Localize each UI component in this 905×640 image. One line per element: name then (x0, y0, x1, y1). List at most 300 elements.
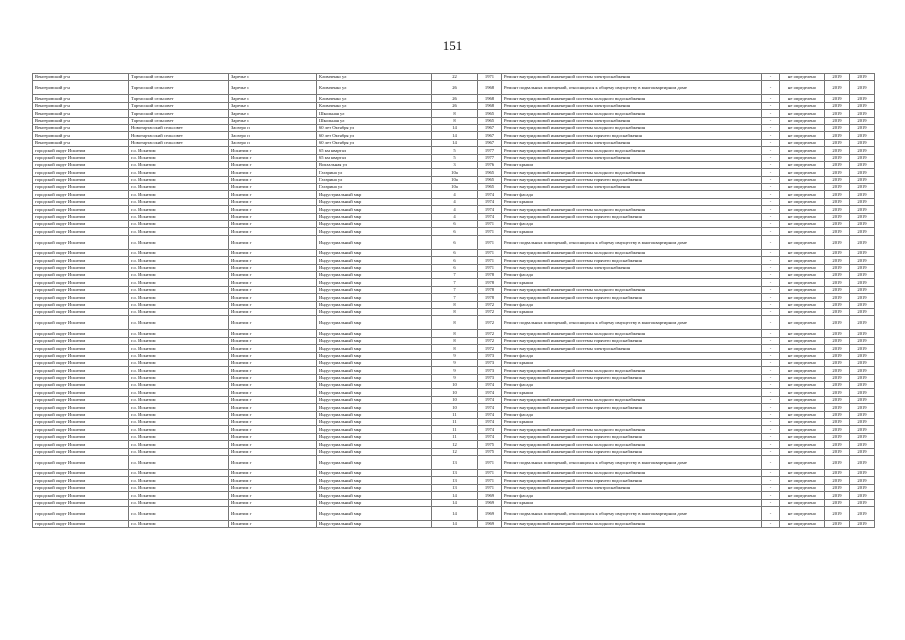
work-type-cell: Ремонт фасада (502, 191, 762, 198)
district-cell: городской округ Искитим (33, 184, 129, 191)
cost-cell: не определено (780, 102, 825, 109)
start-year-cell: 2019 (825, 132, 850, 139)
start-year-cell: 2019 (825, 257, 850, 264)
street-cell: Индустриальный мкр (317, 419, 432, 426)
dash-cell: - (762, 221, 780, 228)
end-year-cell: 2019 (850, 184, 875, 191)
district-cell: городской округ Искитим (33, 235, 129, 249)
start-year-cell: 2019 (825, 374, 850, 381)
table-row (33, 161, 875, 168)
table-row (33, 330, 875, 337)
table-row (33, 286, 875, 293)
end-year-cell: 2019 (850, 213, 875, 220)
dash-cell: - (762, 367, 780, 374)
house-number-cell: 7 (432, 279, 478, 286)
settlement-cell: Искитим г (229, 345, 317, 352)
street-cell: Индустриальный мкр (317, 316, 432, 330)
work-type-cell: Ремонт внутридомовой инженерной системы холодного водоснабжения (502, 95, 762, 102)
street-cell: Индустриальный мкр (317, 249, 432, 256)
work-type-cell: Ремонт внутридомовой инженерной системы горячего водоснабжения (502, 448, 762, 455)
district-cell: Венгеровский р-н (33, 132, 129, 139)
street-cell: Индустриальный мкр (317, 469, 432, 476)
start-year-cell: 2019 (825, 235, 850, 249)
page-number: 151 (442, 38, 463, 53)
work-type-cell: Ремонт фасада (502, 411, 762, 418)
table-row (33, 426, 875, 433)
house-number-cell: 6 (432, 235, 478, 249)
house-number-cell: 11 (432, 419, 478, 426)
start-year-cell: 2019 (825, 520, 850, 527)
work-type-cell: Ремонт внутридомовой инженерной системы холодного водоснабжения (502, 206, 762, 213)
settlement-cell: Заречье с (229, 117, 317, 124)
table-row (33, 469, 875, 476)
table-row (33, 499, 875, 506)
table-row (33, 191, 875, 198)
district-cell: городской округ Искитим (33, 506, 129, 520)
municipality-cell: Новотартасский сельсовет (129, 139, 229, 146)
end-year-cell: 2019 (850, 477, 875, 484)
district-cell: городской округ Искитим (33, 484, 129, 491)
district-cell: городской округ Искитим (33, 176, 129, 183)
district-cell: Венгеровский р-н (33, 81, 129, 95)
settlement-cell: Искитим г (229, 191, 317, 198)
build-year-cell: 1974 (478, 206, 502, 213)
work-type-cell: Ремонт фасада (502, 301, 762, 308)
work-type-cell: Ремонт внутридомовой инженерной системы холодного водоснабжения (502, 147, 762, 154)
work-type-cell: Ремонт подвальных помещений, относящихся к общему имуществу в многоквартирном доме (502, 235, 762, 249)
work-type-cell: Ремонт внутридомовой инженерной системы горячего водоснабжения (502, 337, 762, 344)
settlement-cell: Искитим г (229, 198, 317, 205)
work-type-cell: Ремонт внутридомовой инженерной системы горячего водоснабжения (502, 176, 762, 183)
municipality-cell: г.о. Искитим (129, 301, 229, 308)
work-type-cell: Ремонт внутридомовой инженерной системы электроснабжения (502, 484, 762, 491)
street-cell: Индустриальный мкр (317, 330, 432, 337)
start-year-cell: 2019 (825, 74, 850, 81)
municipality-cell: г.о. Искитим (129, 359, 229, 366)
municipality-cell: г.о. Искитим (129, 228, 229, 235)
start-year-cell: 2019 (825, 95, 850, 102)
house-number-cell: 9 (432, 352, 478, 359)
street-cell: Индустриальный мкр (317, 441, 432, 448)
work-type-cell: Ремонт внутридомовой инженерной системы холодного водоснабжения (502, 286, 762, 293)
district-cell: городской округ Искитим (33, 520, 129, 527)
dash-cell: - (762, 110, 780, 117)
street-cell: 65 км квартал (317, 147, 432, 154)
settlement-cell: Искитим г (229, 147, 317, 154)
end-year-cell: 2019 (850, 271, 875, 278)
street-cell: Климченко ул (317, 74, 432, 81)
house-number-cell: 14 (432, 139, 478, 146)
municipality-cell: г.о. Искитим (129, 206, 229, 213)
settlement-cell: Искитим г (229, 484, 317, 491)
dash-cell: - (762, 484, 780, 491)
build-year-cell: 1965 (478, 184, 502, 191)
municipality-cell: г.о. Искитим (129, 484, 229, 491)
district-cell: городской округ Искитим (33, 469, 129, 476)
end-year-cell: 2019 (850, 139, 875, 146)
works-table-body (33, 74, 875, 528)
start-year-cell: 2019 (825, 419, 850, 426)
end-year-cell: 2019 (850, 294, 875, 301)
cost-cell: не определено (780, 176, 825, 183)
municipality-cell: г.о. Искитим (129, 404, 229, 411)
settlement-cell: Искитим г (229, 271, 317, 278)
work-type-cell: Ремонт крыши (502, 389, 762, 396)
build-year-cell: 1973 (478, 374, 502, 381)
house-number-cell: 8 (432, 337, 478, 344)
street-cell: Индустриальный мкр (317, 301, 432, 308)
build-year-cell: 1965 (478, 117, 502, 124)
district-cell: городской округ Искитим (33, 198, 129, 205)
build-year-cell: 1969 (478, 506, 502, 520)
start-year-cell: 2019 (825, 271, 850, 278)
build-year-cell: 1971 (478, 469, 502, 476)
table-row (33, 477, 875, 484)
municipality-cell: Новотартасский сельсовет (129, 124, 229, 131)
street-cell: Индустриальный мкр (317, 337, 432, 344)
table-row (33, 433, 875, 440)
build-year-cell: 1965 (478, 110, 502, 117)
dash-cell: - (762, 191, 780, 198)
end-year-cell: 2019 (850, 506, 875, 520)
start-year-cell: 2019 (825, 492, 850, 499)
work-type-cell: Ремонт внутридомовой инженерной системы электроснабжения (502, 154, 762, 161)
cost-cell: не определено (780, 367, 825, 374)
table-row (33, 147, 875, 154)
dash-cell: - (762, 455, 780, 469)
street-cell: Индустриальный мкр (317, 404, 432, 411)
street-cell: Индустриальный мкр (317, 206, 432, 213)
settlement-cell: Искитим г (229, 411, 317, 418)
build-year-cell: 1971 (478, 249, 502, 256)
street-cell: Индустриальный мкр (317, 235, 432, 249)
street-cell: 65 км квартал (317, 154, 432, 161)
district-cell: городской округ Искитим (33, 271, 129, 278)
cost-cell: не определено (780, 520, 825, 527)
start-year-cell: 2019 (825, 337, 850, 344)
district-cell: городской округ Искитим (33, 206, 129, 213)
end-year-cell: 2019 (850, 235, 875, 249)
settlement-cell: Заозеро п (229, 139, 317, 146)
work-type-cell: Ремонт внутридомовой инженерной системы горячего водоснабжения (502, 433, 762, 440)
end-year-cell: 2019 (850, 455, 875, 469)
street-cell: 60 лет Октября ул (317, 124, 432, 131)
district-cell: городской округ Искитим (33, 345, 129, 352)
dash-cell: - (762, 316, 780, 330)
start-year-cell: 2019 (825, 294, 850, 301)
municipality-cell: г.о. Искитим (129, 352, 229, 359)
district-cell: городской округ Искитим (33, 147, 129, 154)
settlement-cell: Искитим г (229, 279, 317, 286)
district-cell: городской округ Искитим (33, 404, 129, 411)
end-year-cell: 2019 (850, 132, 875, 139)
cost-cell: не определено (780, 264, 825, 271)
dash-cell: - (762, 228, 780, 235)
street-cell: Индустриальный мкр (317, 484, 432, 491)
work-type-cell: Ремонт внутридомовой инженерной системы холодного водоснабжения (502, 441, 762, 448)
dash-cell: - (762, 184, 780, 191)
cost-cell: не определено (780, 228, 825, 235)
house-number-cell: 10 (432, 389, 478, 396)
build-year-cell: 1973 (478, 359, 502, 366)
start-year-cell: 2019 (825, 301, 850, 308)
municipality-cell: г.о. Искитим (129, 169, 229, 176)
work-type-cell: Ремонт крыши (502, 198, 762, 205)
district-cell: городской округ Искитим (33, 359, 129, 366)
dash-cell: - (762, 286, 780, 293)
district-cell: городской округ Искитим (33, 213, 129, 220)
house-number-cell: 7 (432, 286, 478, 293)
end-year-cell: 2019 (850, 520, 875, 527)
build-year-cell: 1969 (478, 492, 502, 499)
build-year-cell: 1972 (478, 345, 502, 352)
house-number-cell: 13 (432, 455, 478, 469)
dash-cell: - (762, 345, 780, 352)
table-row (33, 441, 875, 448)
cost-cell: не определено (780, 154, 825, 161)
municipality-cell: г.о. Искитим (129, 345, 229, 352)
street-cell: Индустриальный мкр (317, 257, 432, 264)
build-year-cell: 1968 (478, 81, 502, 95)
table-row (33, 228, 875, 235)
district-cell: городской округ Искитим (33, 337, 129, 344)
dash-cell: - (762, 308, 780, 315)
district-cell: городской округ Искитим (33, 221, 129, 228)
house-number-cell: 11 (432, 433, 478, 440)
dash-cell: - (762, 132, 780, 139)
cost-cell: не определено (780, 95, 825, 102)
cost-cell: не определено (780, 249, 825, 256)
build-year-cell: 1976 (478, 161, 502, 168)
street-cell: Индустриальный мкр (317, 389, 432, 396)
street-cell: Гагарина ул (317, 184, 432, 191)
dash-cell: - (762, 477, 780, 484)
table-row (33, 132, 875, 139)
cost-cell: не определено (780, 191, 825, 198)
cost-cell: не определено (780, 345, 825, 352)
cost-cell: не определено (780, 441, 825, 448)
municipality-cell: г.о. Искитим (129, 308, 229, 315)
settlement-cell: Искитим г (229, 257, 317, 264)
settlement-cell: Искитим г (229, 359, 317, 366)
work-type-cell: Ремонт внутридомовой инженерной системы холодного водоснабжения (502, 367, 762, 374)
district-cell: городской округ Искитим (33, 228, 129, 235)
street-cell: Индустриальный мкр (317, 433, 432, 440)
cost-cell: не определено (780, 110, 825, 117)
district-cell: городской округ Искитим (33, 499, 129, 506)
settlement-cell: Искитим г (229, 228, 317, 235)
start-year-cell: 2019 (825, 441, 850, 448)
cost-cell: не определено (780, 74, 825, 81)
municipality-cell: г.о. Искитим (129, 249, 229, 256)
district-cell: городской округ Искитим (33, 374, 129, 381)
cost-cell: не определено (780, 359, 825, 366)
cost-cell: не определено (780, 279, 825, 286)
start-year-cell: 2019 (825, 469, 850, 476)
settlement-cell: Искитим г (229, 235, 317, 249)
start-year-cell: 2019 (825, 330, 850, 337)
municipality-cell: Тартасский сельсовет (129, 81, 229, 95)
municipality-cell: г.о. Искитим (129, 176, 229, 183)
start-year-cell: 2019 (825, 382, 850, 389)
build-year-cell: 1965 (478, 169, 502, 176)
dash-cell: - (762, 330, 780, 337)
municipality-cell: г.о. Искитим (129, 441, 229, 448)
house-number-cell: 6 (432, 228, 478, 235)
build-year-cell: 1972 (478, 337, 502, 344)
table-row (33, 484, 875, 491)
district-cell: Венгеровский р-н (33, 110, 129, 117)
work-type-cell: Ремонт подвальных помещений, относящихся к общему имуществу в многоквартирном доме (502, 81, 762, 95)
street-cell: Индустриальный мкр (317, 264, 432, 271)
start-year-cell: 2019 (825, 102, 850, 109)
works-table-container (32, 73, 874, 528)
house-number-cell: 10 (432, 396, 478, 403)
cost-cell: не определено (780, 184, 825, 191)
house-number-cell: 3 (432, 161, 478, 168)
cost-cell: не определено (780, 411, 825, 418)
street-cell: Индустриальный мкр (317, 520, 432, 527)
dash-cell: - (762, 411, 780, 418)
street-cell: Индустриальный мкр (317, 506, 432, 520)
street-cell: Вокзальная ул (317, 161, 432, 168)
work-type-cell: Ремонт внутридомовой инженерной системы горячего водоснабжения (502, 374, 762, 381)
table-row (33, 492, 875, 499)
street-cell: Индустриальный мкр (317, 374, 432, 381)
municipality-cell: г.о. Искитим (129, 161, 229, 168)
district-cell: городской округ Искитим (33, 249, 129, 256)
table-row (33, 389, 875, 396)
dash-cell: - (762, 492, 780, 499)
street-cell: Индустриальный мкр (317, 499, 432, 506)
district-cell: городской округ Искитим (33, 161, 129, 168)
municipality-cell: Новотартасский сельсовет (129, 132, 229, 139)
municipality-cell: Тартасский сельсовет (129, 110, 229, 117)
end-year-cell: 2019 (850, 95, 875, 102)
street-cell: Индустриальный мкр (317, 198, 432, 205)
table-row (33, 308, 875, 315)
work-type-cell: Ремонт подвальных помещений, относящихся к общему имуществу в многоквартирном доме (502, 316, 762, 330)
table-row (33, 110, 875, 117)
district-cell: городской округ Искитим (33, 389, 129, 396)
start-year-cell: 2019 (825, 411, 850, 418)
start-year-cell: 2019 (825, 308, 850, 315)
settlement-cell: Искитим г (229, 154, 317, 161)
dash-cell: - (762, 382, 780, 389)
dash-cell: - (762, 506, 780, 520)
municipality-cell: г.о. Искитим (129, 499, 229, 506)
build-year-cell: 1971 (478, 228, 502, 235)
start-year-cell: 2019 (825, 81, 850, 95)
table-row (33, 520, 875, 527)
work-type-cell: Ремонт крыши (502, 279, 762, 286)
dash-cell: - (762, 249, 780, 256)
build-year-cell: 1971 (478, 264, 502, 271)
house-number-cell: 14 (432, 492, 478, 499)
dash-cell: - (762, 301, 780, 308)
work-type-cell: Ремонт фасада (502, 271, 762, 278)
cost-cell: не определено (780, 206, 825, 213)
settlement-cell: Искитим г (229, 161, 317, 168)
end-year-cell: 2019 (850, 264, 875, 271)
dash-cell: - (762, 206, 780, 213)
municipality-cell: г.о. Искитим (129, 191, 229, 198)
house-number-cell: 10а (432, 176, 478, 183)
district-cell: городской округ Искитим (33, 426, 129, 433)
table-row (33, 382, 875, 389)
street-cell: Индустриальный мкр (317, 279, 432, 286)
cost-cell: не определено (780, 235, 825, 249)
district-cell: городской округ Искитим (33, 257, 129, 264)
build-year-cell: 1977 (478, 154, 502, 161)
municipality-cell: г.о. Искитим (129, 374, 229, 381)
end-year-cell: 2019 (850, 286, 875, 293)
dash-cell: - (762, 102, 780, 109)
street-cell: Индустриальный мкр (317, 352, 432, 359)
street-cell: Индустриальный мкр (317, 345, 432, 352)
house-number-cell: 26 (432, 81, 478, 95)
settlement-cell: Искитим г (229, 426, 317, 433)
dash-cell: - (762, 359, 780, 366)
start-year-cell: 2019 (825, 389, 850, 396)
house-number-cell: 8 (432, 345, 478, 352)
start-year-cell: 2019 (825, 198, 850, 205)
cost-cell: не определено (780, 301, 825, 308)
work-type-cell: Ремонт внутридомовой инженерной системы горячего водоснабжения (502, 294, 762, 301)
house-number-cell: 14 (432, 506, 478, 520)
street-cell: Индустриальный мкр (317, 191, 432, 198)
street-cell: 60 лет Октября ул (317, 132, 432, 139)
municipality-cell: г.о. Искитим (129, 477, 229, 484)
dash-cell: - (762, 124, 780, 131)
build-year-cell: 1972 (478, 301, 502, 308)
build-year-cell: 1972 (478, 308, 502, 315)
house-number-cell: 14 (432, 499, 478, 506)
build-year-cell: 1967 (478, 139, 502, 146)
start-year-cell: 2019 (825, 352, 850, 359)
table-row (33, 95, 875, 102)
municipality-cell: г.о. Искитим (129, 330, 229, 337)
end-year-cell: 2019 (850, 484, 875, 491)
cost-cell: не определено (780, 404, 825, 411)
settlement-cell: Искитим г (229, 286, 317, 293)
dash-cell: - (762, 81, 780, 95)
municipality-cell: г.о. Искитим (129, 235, 229, 249)
dash-cell: - (762, 419, 780, 426)
street-cell: Гагарина ул (317, 169, 432, 176)
district-cell: городской округ Искитим (33, 294, 129, 301)
street-cell: Индустриальный мкр (317, 294, 432, 301)
start-year-cell: 2019 (825, 477, 850, 484)
district-cell: городской округ Искитим (33, 441, 129, 448)
end-year-cell: 2019 (850, 74, 875, 81)
cost-cell: не определено (780, 161, 825, 168)
work-type-cell: Ремонт внутридомовой инженерной системы холодного водоснабжения (502, 469, 762, 476)
end-year-cell: 2019 (850, 382, 875, 389)
work-type-cell: Ремонт внутридомовой инженерной системы холодного водоснабжения (502, 520, 762, 527)
district-cell: Венгеровский р-н (33, 139, 129, 146)
end-year-cell: 2019 (850, 330, 875, 337)
cost-cell: не определено (780, 198, 825, 205)
dash-cell: - (762, 176, 780, 183)
house-number-cell: 22 (432, 74, 478, 81)
street-cell: Климченко ул (317, 102, 432, 109)
settlement-cell: Искитим г (229, 352, 317, 359)
cost-cell: не определено (780, 337, 825, 344)
work-type-cell: Ремонт внутридомовой инженерной системы горячего водоснабжения (502, 404, 762, 411)
start-year-cell: 2019 (825, 484, 850, 491)
build-year-cell: 1971 (478, 477, 502, 484)
